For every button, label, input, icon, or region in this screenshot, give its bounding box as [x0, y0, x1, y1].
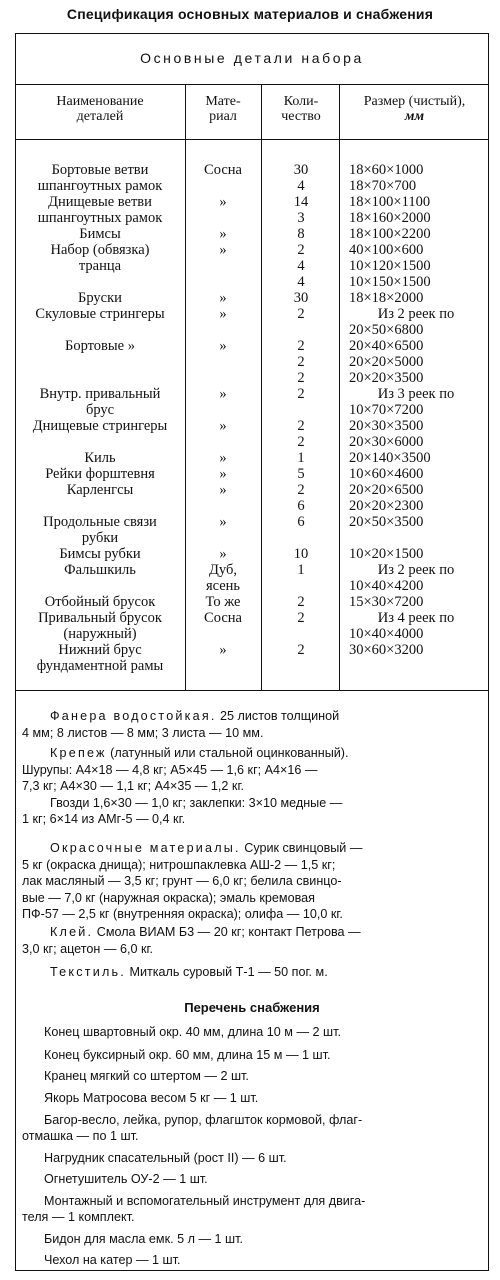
row-27-name: Отбойный брусок	[44, 594, 156, 610]
row-22-name: Продольные связи	[43, 514, 157, 530]
row-4-size: 18×100×2200	[349, 226, 431, 242]
row-4-name: Бимсы	[79, 226, 121, 242]
row-0-name: Бортовые ветви	[51, 162, 149, 178]
row-0-qty: 30	[293, 162, 309, 178]
row-10-size: 20×50×6800	[349, 322, 424, 338]
row-16-name: Днищевые стрингеры	[32, 418, 168, 434]
row-24-material: »	[219, 546, 227, 562]
row-27-size: 15×30×7200	[349, 594, 424, 610]
row-22-material: »	[219, 514, 227, 530]
row-4-material: »	[219, 226, 227, 242]
row-3-name: шпангоутных рамок	[37, 210, 163, 226]
header-top-rule	[15, 84, 489, 85]
row-1-size: 18×70×700	[349, 178, 417, 194]
row-18-qty: 1	[297, 450, 305, 466]
row-17-qty: 2	[297, 434, 305, 450]
row-8-material: »	[219, 290, 227, 306]
row-18-name: Киль	[84, 450, 116, 466]
materials-paragraph-2: Окрасочные материалы. Сурик свинцовый — 5 кг (окраска днища); нитрошпаклевка АШ-2 — 1,5 кг; лак масляный — 3,5 кг; грунт — 6,0 кг; белила свинцо- вые — 7,0 кг (наружная окраска); эмаль кремовая ПФ-57 — 2,5 кг (внутренняя окраска); олифа — 10,0 кг.	[22, 841, 363, 922]
row-31-name: фундаментной рамы	[36, 658, 164, 674]
row-16-size: 20×30×3500	[349, 418, 424, 434]
row-4-qty: 8	[297, 226, 305, 242]
row-8-size: 18×18×2000	[349, 290, 424, 306]
row-20-size: 20×20×6500	[349, 482, 424, 498]
row-6-qty: 4	[297, 258, 305, 274]
supply-item-4: Багор-весло, лейка, рупор, флагшток кормовой, флаг-	[44, 1113, 363, 1127]
row-25-qty: 1	[297, 562, 305, 578]
row-29-name: (наружный)	[63, 626, 137, 642]
row-8-qty: 30	[293, 290, 309, 306]
row-19-name: Рейки форштевня	[45, 466, 155, 482]
supply-item-7: Огнетушитель ОУ-2 — 1 шт.	[44, 1172, 208, 1186]
row-7-size: 10×150×1500	[349, 274, 431, 290]
row-1-qty: 4	[297, 178, 305, 194]
supply-item-0: Конец швартовный окр. 40 мм, длина 10 м — 2 шт.	[44, 1025, 342, 1039]
supply-item-10: Бидон для масла емк. 5 л — 1 шт.	[44, 1232, 244, 1246]
row-20-name: Карленгсы	[66, 482, 134, 498]
row-0-material: Сосна	[204, 162, 242, 178]
row-19-material: »	[219, 466, 227, 482]
row-28-name: Привальный брусок	[38, 610, 162, 626]
row-11-material: »	[219, 338, 227, 354]
row-30-qty: 2	[297, 642, 305, 658]
row-24-name: Бимсы рубки	[59, 546, 141, 562]
row-5-size: 40×100×600	[349, 242, 424, 258]
row-24-size: 10×20×1500	[349, 546, 424, 562]
row-14-name: Внутр. привальный	[39, 386, 161, 402]
row-30-size: 30×60×3200	[349, 642, 424, 658]
row-3-qty: 3	[297, 210, 305, 226]
supply-item-11: Чехол на катер — 1 шт.	[44, 1253, 181, 1267]
row-2-size: 18×100×1100	[349, 194, 431, 210]
row-30-name: Нижний брус	[58, 642, 142, 658]
table-bottom-rule	[15, 690, 489, 691]
row-30-material: »	[219, 642, 227, 658]
supply-item-8: Монтажный и вспомогательный инструмент для двига-	[44, 1194, 366, 1208]
supply-item-5: отмашка — по 1 шт.	[22, 1129, 139, 1143]
row-1-name: шпангоутных рамок	[37, 178, 163, 194]
header-size: Размер (чистый), мм	[363, 94, 466, 124]
row-21-size: 20×20×2300	[349, 498, 424, 514]
row-19-size: 10×60×4600	[349, 466, 424, 482]
row-0-size: 18×60×1000	[349, 162, 424, 178]
materials-paragraph-0: Фанера водостойкая. 25 листов толщиной 4 мм; 8 листов — 8 мм; 3 листа — 10 мм.	[22, 709, 340, 740]
supply-title: Перечень снабжения	[184, 1000, 320, 1015]
row-9-size: Из 2 реек по	[377, 306, 455, 322]
row-2-name: Днищевые ветви	[48, 194, 152, 210]
row-11-qty: 2	[297, 338, 305, 354]
header-bottom-rule	[15, 139, 489, 140]
row-28-material: Сосна	[204, 610, 242, 626]
materials-paragraph-4: Текстиль. Миткаль суровый Т-1 — 50 пог. м.	[50, 965, 328, 979]
row-2-qty: 14	[293, 194, 309, 210]
row-8-name: Бруски	[78, 290, 122, 306]
row-21-qty: 6	[297, 498, 305, 514]
header-quantity: Коли- чество	[281, 94, 321, 124]
page-title: Спецификация основных материалов и снабжения	[66, 6, 434, 22]
row-26-size: 10×40×4200	[349, 578, 424, 594]
supply-item-1: Конец буксирный окр. 60 мм, длина 15 м — 1 шт.	[44, 1048, 331, 1062]
row-28-qty: 2	[297, 610, 305, 626]
row-22-qty: 6	[297, 514, 305, 530]
row-11-name: Бортовые »	[65, 338, 135, 354]
supply-item-2: Кранец мягкий со штертом — 2 шт.	[44, 1069, 249, 1083]
row-27-material: То же	[205, 594, 241, 610]
row-6-name: транца	[78, 258, 122, 274]
row-15-size: 10×70×7200	[349, 402, 424, 418]
row-20-material: »	[219, 482, 227, 498]
row-26-material: ясень	[205, 578, 241, 594]
row-25-material: Дуб,	[209, 562, 237, 578]
row-29-size: 10×40×4000	[349, 626, 424, 642]
section-title: Основные детали набора	[140, 50, 364, 66]
supply-item-9: теля — 1 комплект.	[22, 1210, 135, 1224]
row-2-material: »	[219, 194, 227, 210]
row-25-size: Из 2 реек по	[377, 562, 455, 578]
row-5-name: Набор (обвязка)	[50, 242, 150, 258]
header-material: Мате- риал	[205, 94, 241, 124]
supply-item-6: Нагрудник спасательный (рост II) — 6 шт.	[44, 1151, 287, 1165]
row-25-name: Фальшкиль	[64, 562, 136, 578]
row-12-qty: 2	[297, 354, 305, 370]
row-11-size: 20×40×6500	[349, 338, 424, 354]
row-15-name: брус	[85, 402, 115, 418]
row-13-qty: 2	[297, 370, 305, 386]
row-18-material: »	[219, 450, 227, 466]
row-5-material: »	[219, 242, 227, 258]
row-9-material: »	[219, 306, 227, 322]
row-28-size: Из 4 реек по	[377, 610, 455, 626]
row-27-qty: 2	[297, 594, 305, 610]
supply-item-3: Якорь Матросова весом 5 кг — 1 шт.	[44, 1091, 259, 1105]
row-6-size: 10×120×1500	[349, 258, 431, 274]
row-16-qty: 2	[297, 418, 305, 434]
row-19-qty: 5	[297, 466, 305, 482]
header-name: Наименование деталей	[56, 94, 144, 124]
row-16-material: »	[219, 418, 227, 434]
row-24-qty: 10	[293, 546, 309, 562]
row-7-qty: 4	[297, 274, 305, 290]
row-9-name: Скуловые стрингеры	[35, 306, 165, 322]
row-14-size: Из 3 реек по	[377, 386, 455, 402]
row-18-size: 20×140×3500	[349, 450, 431, 466]
row-3-size: 18×160×2000	[349, 210, 431, 226]
row-20-qty: 2	[297, 482, 305, 498]
row-17-size: 20×30×6000	[349, 434, 424, 450]
row-9-qty: 2	[297, 306, 305, 322]
row-14-material: »	[219, 386, 227, 402]
row-14-qty: 2	[297, 386, 305, 402]
row-5-qty: 2	[297, 242, 305, 258]
materials-paragraph-3: Клей. Смола ВИАМ Б3 — 20 кг; контакт Петрова — 3,0 кг; ацетон — 6,0 кг.	[22, 925, 361, 956]
row-12-size: 20×20×5000	[349, 354, 424, 370]
materials-paragraph-1: Крепеж (латунный или стальной оцинкованный). Шурупы: А4×18 — 4,8 кг; А5×45 — 1,6 кг; А4×16 — 7,3 кг; А4×30 — 1,1 кг; А4×35 — 1,2 кг. Гвозди 1,6×30 — 1,0 кг; заклепки: 3×10 медные — 1 кг; 6×14 из АМг-5 — 0,4 кг.	[22, 746, 349, 827]
row-13-size: 20×20×3500	[349, 370, 424, 386]
row-23-name: рубки	[81, 530, 119, 546]
row-22-size: 20×50×3500	[349, 514, 424, 530]
